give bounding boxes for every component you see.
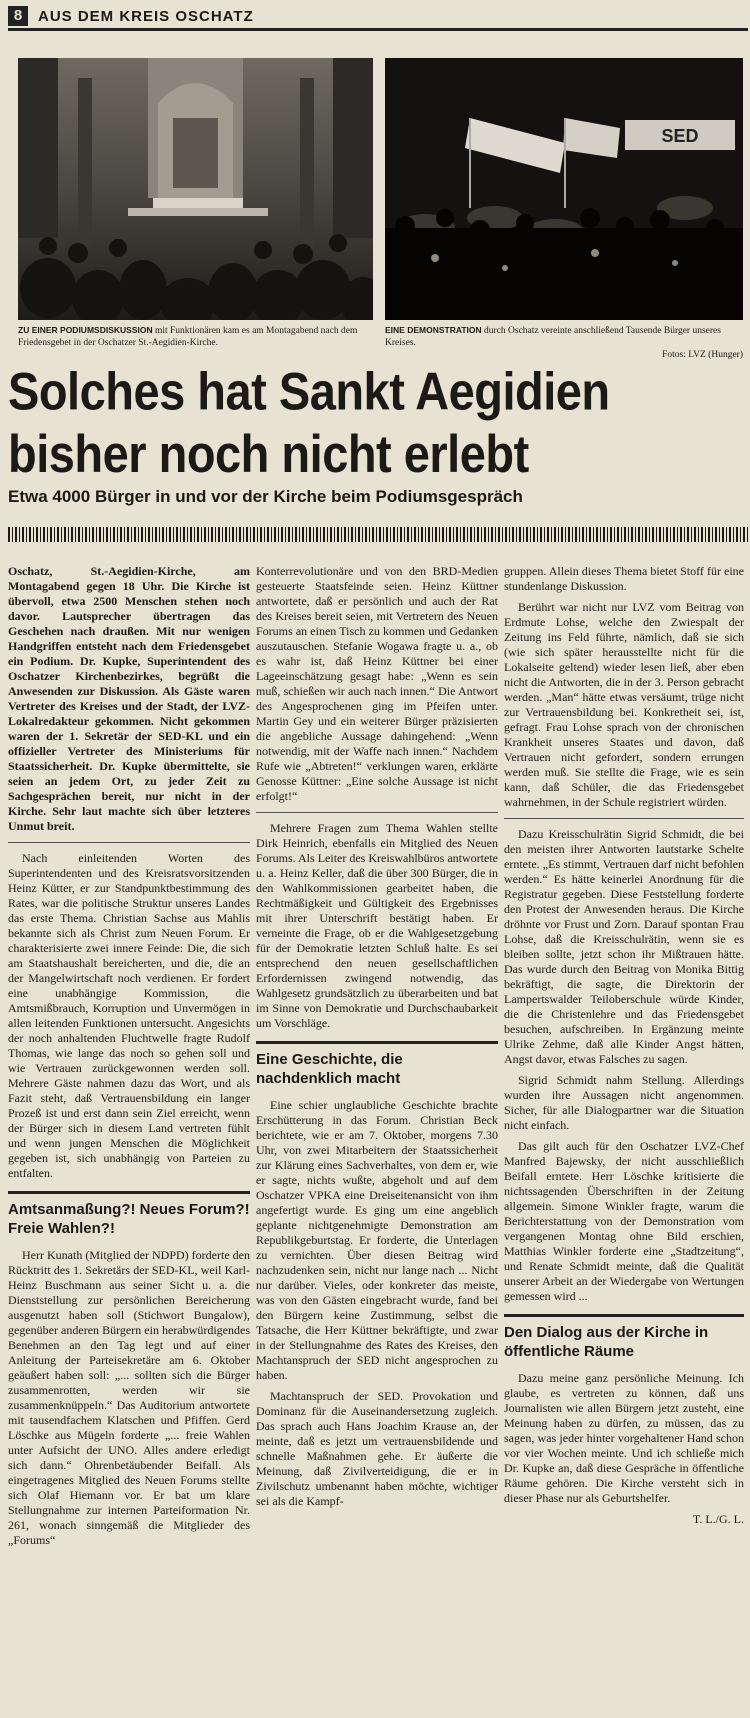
decorative-rule — [8, 527, 748, 542]
demonstration-photo — [385, 58, 743, 320]
paragraph: Mehrere Fragen zum Thema Wahlen stellte Dirk Heinrich, ebenfalls ein Mitglied des Neuen Forums. Als Leiter des Kreiswahlbüros antwortete u. a. Heinz Keller, daß die über 300 Bürger, die in den Wahlkommissionen gearbeitet haben, die Rechtmäßigkeit und Gültigkeit des Ergebnisses mit ihrer Unterschrift bestätigt haben. Er verneinte die Frage, ob er die Wahlgesetzgebung für der Demokratie letzten Schluß halte. Es sei entsprechend den neuen gesellschaftlichen Erfordernissen zwingend notwendig, das Wahlgesetz grundsätzlich zu überarbeiten und bat im Sinne von Demokratie und Durchschaubarkeit um Vorschläge. — [256, 821, 498, 1030]
divider — [504, 818, 744, 819]
page-header — [8, 4, 748, 31]
section-title: AUS DEM KREIS OSCHATZ — [38, 7, 254, 25]
column-1 — [8, 564, 250, 1554]
paragraph: Nach einleitenden Worten des Superintendenten und des Kreisratsvorsitzenden Heinz Kütter, er zur Standpunktbestimmung des Rates, war die politische Struktur unseres Landes das erste Thema. Christian Sachse aus Mahlis bekannte sich als Christ zum Neuen Forum. Er charakterisierte zwei innere Feinde: Die, die sich am Staatshaushalt bereicherten, und die, die an der Mangelwirtschaft noch verdienen. Er fordert eine unabhängige Kommission, die Amtsmißbrauch, Korruption und Unvermögen in allen leitenden Funktionen untersucht. Angesichts der noch anhaltenden Fluchtwelle fragte Rudolf Thomas, wie lange das noch so gehen soll und wie Vertrauen zurückgewonnen werden soll. Mehrere Gäste nahmen dazu das Wort, und als Fazit steht, daß Vertrauensbildung ein langer Prozeß ist und erst dann sein Ziel erreicht, wenn der Bürger sich in diesem Land vertreten fühlt und wenn jungen Menschen die Möglichkeit gegeben ist, sich unabhängig von Parteien zu entfalten. — [8, 851, 250, 1180]
paragraph: Berührt war nicht nur LVZ vom Beitrag von Erdmute Lohse, welche den Zwiespalt der Zeitung ins Feld führte, nämlich, daß sie sich (wie sich später herausstellte nicht für die Lokalseite geltend) wieder lesen ließ, aber eben nicht die Antworten, die in der 3. Person gebracht werden. „Man“ hätte etwas versäumt, trüge nicht zur Vertrauensbildung bei. Konkretheit sei, ist, gefragt. Frau Lohse sprach von der chronischen Krankheit unseres Staates und davon, daß Vertrauen nicht gefordert, sondern errungen werden muß. Sie stellte die Frage, wie es sein kann, daß Schüler, die das Friedensgebet wahrnehmen, in der Schule registriert würden. — [504, 600, 744, 809]
author-signature: T. L./G. L. — [692, 1512, 744, 1526]
caption-lead: EINE DEMONSTRATION — [385, 325, 482, 335]
caption-text: mit Funktionären kam es am Montagabend nach dem Friedensgebet in der Oschatzer St.-Aegidien-Kirche. — [18, 326, 358, 348]
subheadline: Etwa 4000 Bürger in und vor der Kirche beim Podiumsgespräch — [8, 487, 523, 506]
subheading: Amtsanmaßung?! Neues Forum?! Freie Wahlen?! — [8, 1191, 250, 1238]
paragraph: Herr Kunath (Mitglied der NDPD) forderte den Rücktritt des 1. Sekretärs der SED-KL, weil Karl-Heinz Buschmann aus seiner Sicht u. a. die Dienststellung zur persönlichen Bereicherung ausgenutzt haben soll (Stichwort Bungalow), gegenüber anderen Bürgern ein herabwürdigendes Benehmen an den Tag legt und auf einer Anleitung der Parteisekretäre am 6. Oktober geäußert haben soll: „... sollten sich die Bürger zusammenrotten, werden wir sie zusammenknüppeln.“ Das Auditorium antwortete mit tausendfachem Klatschen und Pfiffen. Gerd Löschke aus Mügeln forderte „... freie Wahlen unter Aufsicht der UNO. Alles andere erledigt sich dann.“ Ohrenbetäubender Beifall. Als eingetragenes Mitglied des Neuen Forums stellte sich Olaf Hiemann vor. Er bat um klare Stellungnahme zur internen Parteiformation Nr. 261, wonach sinngemäß die Mitglieder des „Forums“ — [8, 1248, 250, 1547]
page-number: 8 — [8, 6, 28, 26]
headline-line-2: bisher noch nicht erlebt — [8, 423, 529, 484]
paragraph: Das gilt auch für den Oschatzer LVZ-Chef Manfred Bajewsky, der nicht ausschließlich Beifall erntete. Herr Löschke kritisierte die nichtssagenden Überschriften in der Zeitung allgemein. Simone Winkler fragte, warum die Berichterstattung von der Demonstration vom vergangenen Montag ohne Bild erschien, Matthias Winkler forderte eine „Stadtzeitung“, und Renate Schmidt meinte, daß die Qualität unserer Arbeit an der Wiedergabe von Wertungen gemessen wird ... — [504, 1139, 744, 1303]
subheading: Den Dialog aus der Kirche in öffentliche Räume — [504, 1314, 744, 1361]
subheading: Eine Geschichte, die nachdenklich macht — [256, 1041, 498, 1088]
divider — [8, 842, 250, 843]
column-2 — [256, 564, 498, 1515]
photo-credit: Fotos: LVZ (Hunger) — [662, 350, 743, 360]
paragraph: Machtanspruch der SED. Provokation und Dominanz für die Auseinandersetzung zugleich. Das sprach auch Hans Joachim Krause an, der meinte, daß es jetzt um vertrauensbildende und schnelle Maßnahmen gehe. Er äußerte die Meinung, daß Zivilverteidigung, die er in Zivilschutz umbenannt haben möchte, wichtiger sei als die Kampf- — [256, 1389, 498, 1508]
divider — [256, 812, 498, 813]
paragraph: gruppen. Allein dieses Thema bietet Stoff für eine stundenlange Diskussion. — [504, 564, 744, 593]
lead-paragraph: Oschatz, St.-Aegidien-Kirche, am Montagabend gegen 18 Uhr. Die Kirche ist übervoll, etwa 2500 Menschen stehen noch davor. Lautsprecher übertragen das Geschehen nach draußen. Mit nur wenigen Handgriffen entsteht nach dem Friedensgebet ein Podium. Dr. Kupke, Superintendent des Oschatzer Kirchenbezirkes, begrüßt die Anwesenden zur Diskussion. Als Gäste waren Vertreter des Kreises und der Stadt, der LVZ-Lokalredakteur gekommen. Nicht gekommen waren der 1. Sekretär der SED-KL und ein offizieller Vertreter des Ministeriums für Staatssicherheit. Dr. Kupke übermittelte, sie seien an jedem Ort, zu jeder Zeit zu Sachgesprächen bereit, nur nicht in der Kirche. Sehr laut machte sich über letzteres Unmut breit. — [8, 564, 250, 833]
caption-text: durch Oschatz vereinte anschließend Tausende Bürger unseres Kreises. — [385, 326, 721, 348]
paragraph: Eine schier unglaubliche Geschichte brachte Erschütterung in das Forum. Christian Beck berichtete, wie er am 7. Oktober, morgens 7.30 Uhr, von zwei Mitarbeitern der Staatssicherheit zur Klärung eines Sachverhaltes, von dem er, wie er sagte, nichts wußte, abgeholt und auf dem Oschatzer VPKA eine Dreiseitenansicht von ihm angefertigt wurde. Es ging um eine angeblich geplante nichtgenehmigte Demonstration am Republikgeburtstag. Er forderte, die Unterlagen zu vernichten. Über diesen Beitrag wird nachzudenken sein, nicht nur lange nach ... Nicht nur darüber. Vieles, oder konkreter das meiste, was von den Gästen eingebracht wurde, fand bei den Bürgern keine Zustimmung, selbst die Tatsache, die Herr Küttner bekräftigte, und zwar in der Stellungnahme des Rates des Kreises, den Machtanspruch der SED nicht angesprochen zu haben. — [256, 1098, 498, 1382]
caption-lead: ZU EINER PODIUMSDISKUSSION — [18, 325, 153, 335]
photo-caption-2 — [385, 324, 743, 361]
photo-caption-1 — [18, 324, 375, 349]
paragraph: Dazu Kreisschulrätin Sigrid Schmidt, die bei den meisten ihrer Antworten lautstarke Schelte erntete. „Es stimmt, Vertrauen darf nicht befohlen werden.“ Es hätte keinerlei Anordnung für die Registratur gegeben. Diese Feststellung forderte den Protest der Anwesenden heraus. Die Kirche dröhnte vor Frust und Zorn. Darauf spontan Frau Lohse, daß die Kreisschulrätin, wenn sie es bleiben sollte, jetzt schon ihr Mißtrauen hätte. Das wurde durch den Beitrag von Monika Bittig bekräftigt, die sagte, die Direktorin der Lampertswalder Teiloberschule würde Kinder, die die Christenlehre und das Friedensgebet besuchen, aufschreiben. In Ergänzung meinte Ulrike Zehme, daß alle Kinder Angst hätten, Angst davor, etwas Falsches zu sagen. — [504, 827, 744, 1066]
headline — [8, 360, 748, 485]
banner-text: SED — [661, 126, 699, 146]
column-3 — [504, 564, 744, 1527]
paragraph: Sigrid Schmidt nahm Stellung. Allerdings wurden ihre Aussagen nicht angenommen. Sicher, für alle Dialogpartner war die Situation nicht einfach. — [504, 1073, 744, 1132]
church-interior-photo — [18, 58, 373, 320]
headline-line-1: Solches hat Sankt Aegidien — [8, 361, 610, 421]
paragraph: Konterrevolutionäre und von den BRD-Medien gesteuerte Staatsfeinde seien. Heinz Küttner antwortete, daß er persönlich und auch der Rat des Kreises bereit seien, mit Vertretern des Neuen Forums an einen Tisch zu kommen und Gedanken auszutauschen. Stefanie Wogawa fragte u. a., ob es wahr ist, daß Heinz Küttner bei einer Lageeinschätzung gesagt habe: „Wenn es sein muß, schießen wir auch nach innen.“ Die Antwort des Angesprochenen ging im Pfeifen unter. Martin Gey und ein weiterer Bürger präzisierten die angebliche Aussage dahingehend: „Wenn notwendig, mit der Waffe nach innen.“ Nachdem Rufe wie „Abtreten!“ verklungen waren, erklärte Genosse Küttner: „Eine solche Aussage ist nicht erfolgt!“ — [256, 564, 498, 803]
paragraph: Dazu meine ganz persönliche Meinung. Ich glaube, es vertreten zu können, daß uns Journalisten wie allen Bürgern jetzt zusteht, eine Meinung haben zu dürfen, zu müssen, das zu sagen, was jeder hinter vorgehaltener Hand schon vor vier Wochen meinte. Und ich schließe mich Dr. Kupke an, daß diese Gespräche in öffentliche Räume gehören. Die Kirche versteht sich in dieser Phase nur als Geburtshelfer. — [504, 1371, 744, 1505]
